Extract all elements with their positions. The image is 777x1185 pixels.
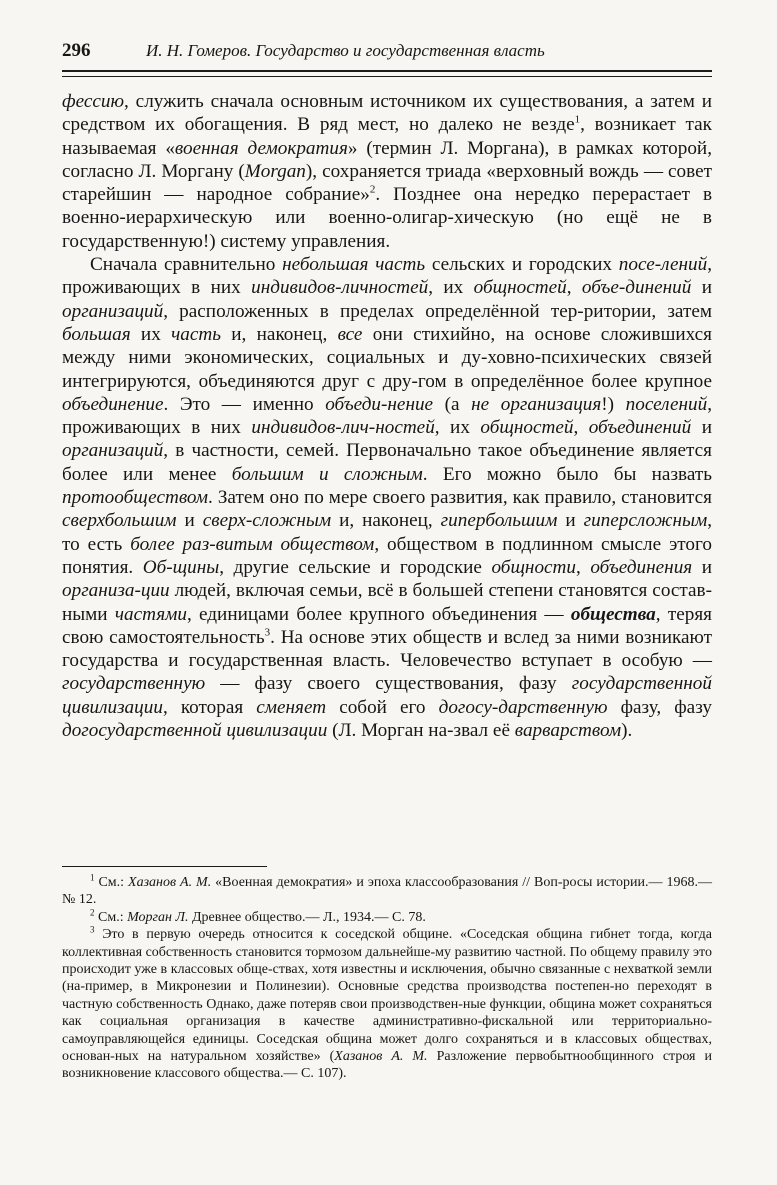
text-run: , в частности, семей. Первоначально такое объединение является более или менее xyxy=(62,440,712,485)
text-italic: военная демократия xyxy=(174,137,348,159)
text-run: , другие сельские и городские xyxy=(219,556,492,578)
footnote-author: Морган Л. xyxy=(127,909,189,925)
text-italic: частями xyxy=(114,603,187,625)
text-italic: гипербольшим xyxy=(440,510,558,532)
running-title: И. Н. Гомеров. Государство и государственная власть xyxy=(146,41,545,60)
text-run: См.: xyxy=(94,909,128,925)
text-italic: объединений xyxy=(588,417,692,439)
text-run: , возникает так называемая « xyxy=(62,114,712,159)
text-italic: объединения xyxy=(590,556,693,578)
text-run: людей, включая семьи, всё в большей степени становятся состав-ными xyxy=(62,580,712,625)
text-italic: догосу-дарственную xyxy=(438,696,608,718)
text-run: Сначала сравнительно xyxy=(90,254,283,276)
text-run: (а xyxy=(433,393,472,415)
text-run: (Л. Морган на-звал её xyxy=(327,720,515,742)
text-italic: государственную xyxy=(62,673,206,695)
text-run: , расположенных в пределах определённой тер-ритории, затем xyxy=(163,300,712,322)
text-run: , проживающих в них xyxy=(62,393,713,439)
text-run: , которая xyxy=(162,696,257,718)
text-run: !) xyxy=(601,393,626,415)
text-italic: индивидов-личностей xyxy=(251,277,429,299)
text-run: и xyxy=(557,510,584,532)
text-run: «Военная демократия» и эпоха классообразования // Воп-росы истории.— 1968.— № 12. xyxy=(62,875,713,908)
page-number: 296 xyxy=(62,40,91,61)
text-run: они стихийно, на основе сложившихся между ними экономических, социальных и ду-ховно-психических связей интегрируются, объединяются друг с дру-гом в определённое более крупное xyxy=(62,323,712,392)
text-italic: государственной цивилизации xyxy=(62,673,712,718)
text-run: , их xyxy=(434,417,481,439)
text-run: » (термин Л. Моргана), в рамках которой, согласно Л. Моргану ( xyxy=(62,137,712,182)
text-run: собой его xyxy=(326,696,439,718)
text-italic: индивидов-лич-ностей xyxy=(251,417,435,439)
text-run: , обществом в подлинном смысле этого понятия. xyxy=(62,533,713,578)
text-run: . Его можно было бы назвать xyxy=(422,463,712,485)
text-italic: посе-лений xyxy=(618,254,708,276)
text-run: и, наконец, xyxy=(331,510,441,532)
text-run: . На основе этих обществ и вслед за ними возникают государства и государственная власть. Человечество вступает в особую — xyxy=(62,626,713,672)
text-run: . Это — именно xyxy=(163,393,326,415)
text-italic: гиперсложным xyxy=(583,510,708,532)
text-run: ), сохраняется триада «верховный вождь — совет старейшин — народное собрание» xyxy=(62,160,712,206)
text-run: , xyxy=(566,277,582,299)
text-run: сельских и городских xyxy=(425,254,619,276)
footnote-divider xyxy=(62,866,267,867)
text-italic: организа-ции xyxy=(62,580,170,602)
footnote-ref-1: 1 xyxy=(574,113,581,126)
text-italic: более раз-витым обществом xyxy=(130,533,375,555)
text-run: , xyxy=(573,417,589,439)
paragraph-2 xyxy=(62,253,712,742)
footnote-mark: 2 xyxy=(90,907,95,918)
text-italic: объединение xyxy=(62,393,164,415)
text-italic: общностей xyxy=(473,277,567,299)
text-run: , теряя свою самостоятельность xyxy=(62,603,712,648)
text-run: , служить сначала основным источником их существования, а затем и средством их обогащения. В ряд мест, но далеко не везде xyxy=(62,91,712,136)
text-italic: большим и сложным xyxy=(231,463,423,485)
text-italic: поселений xyxy=(625,393,708,415)
text-run: . Позднее она нередко перерастает в военно-иерархическую или военно-олигар-хическую (но ещё не в государственную!) систему управления. xyxy=(62,184,712,252)
footnote-author: Хазанов А. М. xyxy=(334,1049,428,1065)
paragraph-1 xyxy=(62,90,712,253)
footnote-3 xyxy=(62,926,712,1083)
text-italic: протообществом xyxy=(62,487,209,509)
text-run: , то есть xyxy=(62,510,712,555)
text-italic: сменяет xyxy=(256,696,327,718)
text-italic: догосударственной цивилизации xyxy=(62,720,328,742)
page-header xyxy=(62,40,712,66)
text-run: и xyxy=(692,556,712,578)
footnote-1 xyxy=(62,874,712,909)
text-run: ). xyxy=(621,720,633,742)
text-italic: объеди-нение xyxy=(325,393,434,415)
text-italic: не организация xyxy=(471,393,602,415)
text-run: фазу, фазу xyxy=(607,696,712,718)
footnote-mark: 1 xyxy=(90,872,95,883)
text-run: их xyxy=(130,323,172,345)
text-run: , их xyxy=(428,277,474,299)
footnote-ref-3: 3 xyxy=(264,626,271,639)
text-italic: Об-щины xyxy=(142,556,220,578)
text-run: и xyxy=(691,277,712,299)
text-italic: Morgan xyxy=(244,160,306,182)
text-run: Это в первую очередь относится к соседской общине. «Соседская община гибнет тогда, когда коллективная собственность становится тормозом дальнейше-му развитию частной. По общему правилу это происходит уже в классовых обще-ствах, хотя известны и исключения, обычно связанные с нехваткой земли (на-пример, в Микронезии и Полинезии). Основные средства производства постепен-но переходят в частную собственность Однако, даже потеряв свои производствен-ные функции, община может сохраняться как социальная организация в качестве административно-фискальной или территориально-самоуправляющейся единицы. Соседская община может долго сохраняться и в классовых обществах, основан-ных на натуральном хозяйстве» ( xyxy=(62,927,712,1065)
text-italic: большая xyxy=(62,323,131,345)
text-italic: сверх-сложным xyxy=(202,510,332,532)
text-run: См.: xyxy=(94,875,129,890)
text-italic: часть xyxy=(171,323,221,345)
footnote-2 xyxy=(62,909,712,926)
text-run: — фазу своего существования, фазу xyxy=(205,673,572,695)
text-italic: небольшая часть xyxy=(282,254,426,276)
text-italic: объе-динений xyxy=(581,277,692,299)
text-run: , xyxy=(576,556,591,578)
text-italic: варварством xyxy=(514,720,622,742)
text-italic: все xyxy=(337,323,363,345)
header-rule-thick xyxy=(62,70,712,72)
text-run: и xyxy=(691,417,712,439)
text-italic: общности xyxy=(491,556,577,578)
text-run: , проживающих в них xyxy=(62,254,712,299)
text-italic: организаций xyxy=(62,440,164,462)
text-run: Разложение первобытнообщинного строя и возникновение классового общества.— С. 107). xyxy=(62,1049,713,1082)
footnote-author: Хазанов А. М. xyxy=(128,875,212,890)
footnotes xyxy=(62,874,712,1083)
body-text xyxy=(62,90,712,742)
footnote-mark: 3 xyxy=(90,924,95,935)
text-run: и, наконец, xyxy=(220,323,338,345)
text-run: Древнее общество.— Л., 1934.— С. 78. xyxy=(188,909,426,925)
text-italic: фессию xyxy=(62,91,125,112)
text-italic: сверхбольшим xyxy=(62,510,177,532)
footnote-ref-2: 2 xyxy=(369,183,376,196)
text-run: и xyxy=(176,510,203,532)
text-italic: общностей xyxy=(480,417,574,439)
text-bold-italic: общества xyxy=(570,603,656,625)
header-rule-thin xyxy=(62,76,712,77)
text-run: . Затем оно по мере своего развития, как правило, становится xyxy=(208,487,712,509)
text-run: , единицами более крупного объединения — xyxy=(186,603,571,625)
text-italic: организаций xyxy=(62,300,164,322)
